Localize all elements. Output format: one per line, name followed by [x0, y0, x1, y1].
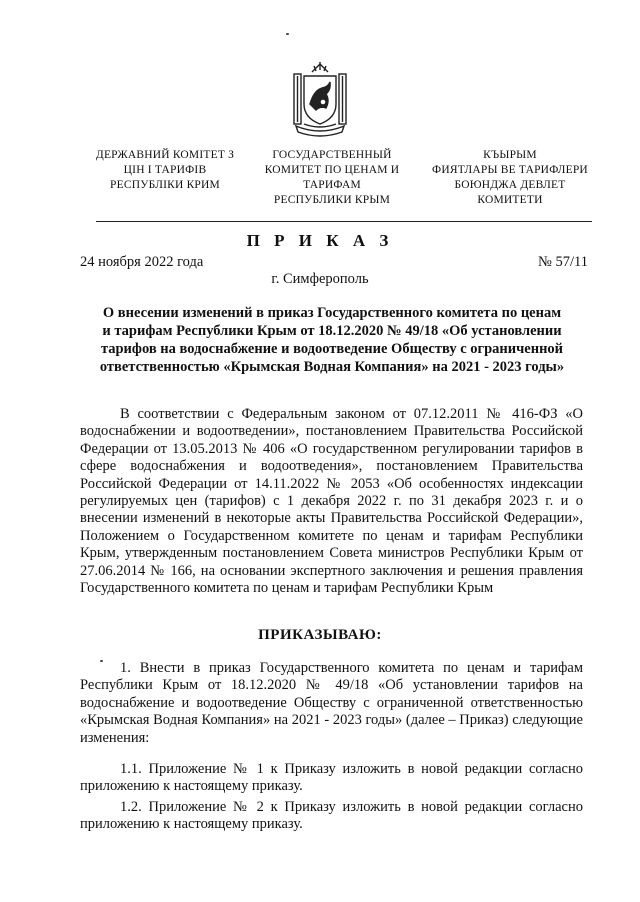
agency-ua-line: РЕСПУБЛІКИ КРИМ: [110, 179, 220, 191]
heading-line: О внесении изменений в приказ Государственного комитета по ценам: [102, 305, 562, 321]
document-heading: [82, 304, 582, 376]
agency-kt-line: КОМИТЕТИ: [477, 194, 543, 206]
agency-ru-line: ГОСУДАРСТВЕННЫЙ: [272, 149, 392, 161]
agency-ru-line: РЕСПУБЛИКИ КРЫМ: [273, 194, 391, 206]
heading-line: и тарифам Республики Крым от 18.12.2020 № 49/18 «Об установлении: [102, 323, 562, 339]
scan-speck: [286, 33, 289, 35]
order-item-1: 1. Внести в приказ Государственного комитета по ценам и тарифам Республики Крым от 18.12.2020 № 49/18 «Об установлении тарифов на водоснабжение и водоотведение Обществу с ограниченной ответственностью «Крымская Водная Компания» на 2021 - 2023 годы» (далее – Приказ) следующие изменения:: [80, 660, 583, 746]
heading-line: ответственностью «Крымская Водная Компания» на 2021 - 2023 годы»: [99, 359, 565, 375]
crimea-coat-of-arms-icon: [290, 60, 350, 138]
agency-ru-line: ТАРИФАМ: [303, 179, 361, 191]
order-item-1-1: 1.1. Приложение № 1 к Приказу изложить в новой редакции согласно приложению к настоящему приказу.: [80, 761, 583, 795]
document-title: П Р И К А З: [246, 231, 394, 250]
agency-kt-line: КЪЫРЫМ: [483, 149, 537, 161]
agency-ru-line: КОМИТЕТ ПО ЦЕНАМ И: [264, 164, 400, 176]
heading-line: тарифов на водоснабжение и водоотведение Обществу с ограниченной: [100, 341, 564, 357]
order-item-1-2: 1.2. Приложение № 2 к Приказу изложить в новой редакции согласно приложению к настоящему приказу.: [80, 799, 583, 833]
document-date: 24 ноября 2022 года: [80, 254, 204, 270]
document-city: г. Симферополь: [271, 271, 369, 287]
preamble-paragraph: В соответствии с Федеральным законом от 07.12.2011 № 416-ФЗ «О водоснабжении и водоотведении», постановлением Правительства Российской Федерации от 13.05.2013 № 406 «О государственном регулировании тарифов в сфере водоснабжения и водоотведения», постановлением Правительства Российской Федерации от 14.11.2022 № 2053 «Об особенностях индексации регулируемых цен (тарифов) с 1 декабря 2022 г. по 31 декабря 2023 г. и о внесении изменений в некоторые акты Правительства Российской Федерации», Положением о Государственном комитете по ценам и тарифам Республики Крым, утвержденным постановлением Совета министров Республики Крым от 27.06.2014 № 166, на основании экспертного заключения и решения правления Государственного комитета по ценам и тарифам Республики Крым: [80, 406, 583, 597]
agency-kt-line: ФИЯТЛАРЫ ВЕ ТАРИФЛЕРИ: [432, 164, 588, 176]
agency-ua-line: ДЕРЖАВНИЙ КОМІТЕТ З: [95, 149, 235, 161]
agency-kt-line: БОЮНДЖА ДЕВЛЕТ: [454, 179, 566, 191]
document-number: № 57/11: [538, 254, 588, 270]
header-divider: [96, 221, 592, 222]
order-word: ПРИКАЗЫВАЮ:: [258, 627, 382, 643]
agency-name-ukrainian: [80, 148, 250, 193]
agency-name-russian: [262, 148, 402, 208]
agency-name-crimean-tatar: [420, 148, 600, 208]
agency-ua-line: ЦІН І ТАРИФІВ: [123, 164, 207, 176]
scan-speck: [100, 660, 103, 662]
